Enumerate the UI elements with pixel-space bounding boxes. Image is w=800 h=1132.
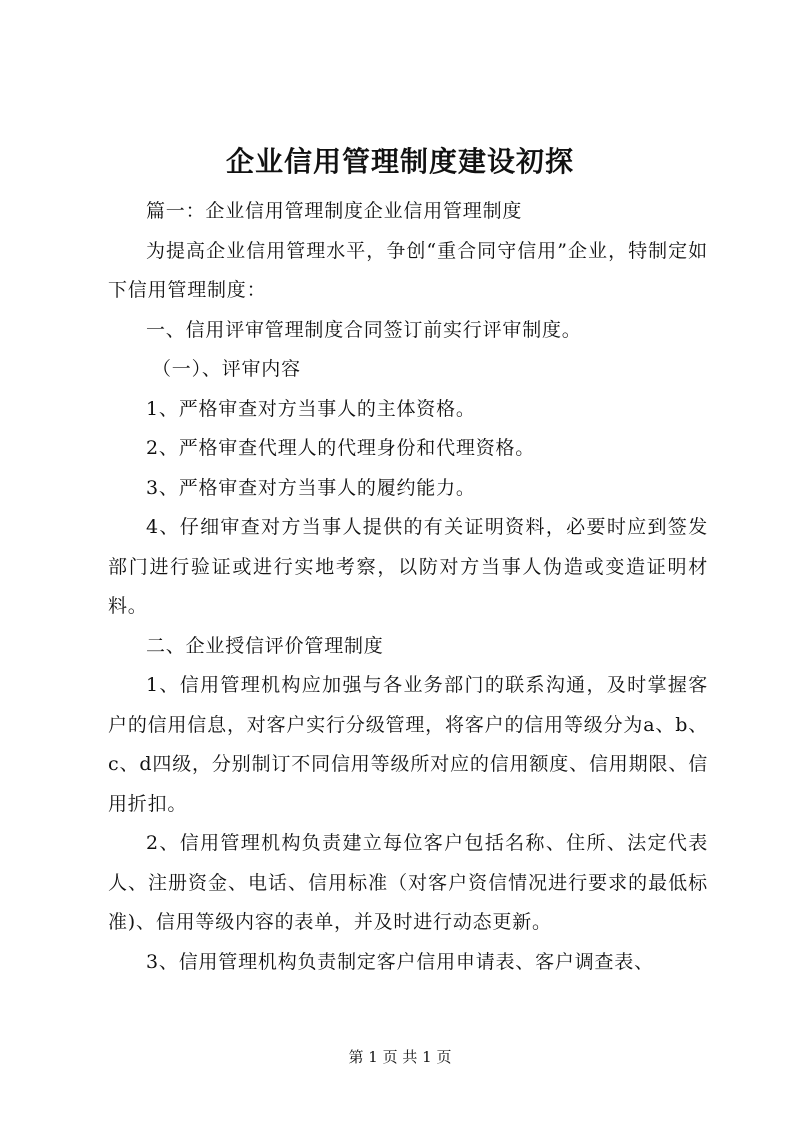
document-title: 企业信用管理制度建设初探: [225, 145, 574, 178]
page-number-footer: 第 1 页 共 1 页: [348, 1048, 452, 1066]
paragraph-item-3: 3、严格审查对方当事人的履约能力。: [146, 476, 476, 499]
paragraph-section-two: 二、企业授信评价管理制度: [146, 634, 384, 657]
paragraph-article-heading: 篇一：企业信用管理制度企业信用管理制度: [146, 200, 523, 222]
paragraph-item-2: 2、严格审查代理人的代理身份和代理资格。: [146, 437, 536, 459]
paragraph-subsection-review-content: （一）、评审内容: [152, 358, 301, 380]
paragraph-item-1: 1、严格审查对方当事人的主体资格。: [146, 397, 476, 420]
paragraph-section-two-item-3: 3、信用管理机构负责制定客户信用申请表、客户调查表、: [146, 950, 654, 973]
paragraph-section-two-item-2: 2、信用管理机构负责建立每位客户包括名称、住所、法定代表人、注册资金、电话、信用标准（对客户资信情况进行要求的最低标准)、信用等级内容的表单，并及时进行动态更新。: [108, 832, 708, 933]
paragraph-intro: 为提高企业信用管理水平，争创“重合同守信用”企业，特制定如下信用管理制度：: [108, 239, 708, 301]
document-body: [108, 192, 708, 982]
paragraph-item-4: 4、仔细审查对方当事人提供的有关证明资料，必要时应到签发部门进行验证或进行实地考察，以防对方当事人伪造或变造证明材料。: [108, 516, 708, 617]
paragraph-section-one: 一、信用评审管理制度合同签订前实行评审制度。: [146, 318, 582, 341]
paragraph-section-two-item-1: 1、信用管理机构应加强与各业务部门的联系沟通，及时掌握客户的信用信息，对客户实行分级管理，将客户的信用等级分为a、b、c、d四级，分别制订不同信用等级所对应的信用额度、信用期限、信用折扣。: [108, 674, 708, 815]
